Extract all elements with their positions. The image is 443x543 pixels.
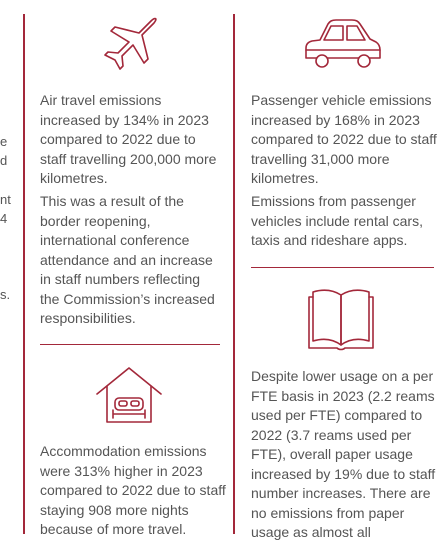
open-book-icon bbox=[305, 285, 377, 353]
left-column-fragment: e bbox=[0, 134, 8, 149]
column-divider-left bbox=[23, 14, 25, 534]
left-column-fragment: 4 bbox=[0, 211, 8, 226]
car-icon bbox=[300, 14, 384, 72]
left-column-fragment: nt bbox=[0, 192, 11, 207]
air-travel-reason-text: This was a result of the border reopening, international conference attendance and an increase in staff numbers reflecting the Commission’s increased responsibilities. bbox=[40, 193, 215, 326]
section-divider bbox=[251, 267, 434, 268]
paper-usage-text: Despite lower usage on a per FTE basis in 2023 (2.2 reams used per FTE) compared to 2022 (3.7 reams used per FTE), overall paper usage increased by 19% due to staff number increases. There are no emissions from paper usage as almost all bbox=[251, 368, 436, 540]
column-divider-right bbox=[233, 14, 235, 534]
accommodation-emissions-text: Accommodation emissions were 313% higher in 2023 compared to 2022 due to staff staying 908 more nights because of more travel. bbox=[40, 443, 226, 537]
section-divider bbox=[40, 344, 220, 345]
passenger-vehicle-emissions-text: Passenger vehicle emissions increased by 168% in 2023 compared to 2022 due to staff travelling 31,000 more kilometres. bbox=[251, 92, 437, 186]
passenger-vehicle-sources-text: Emissions from passenger vehicles include rental cars, taxis and rideshare apps. bbox=[251, 193, 423, 248]
left-column-fragment: d bbox=[0, 153, 8, 168]
airplane-icon bbox=[96, 12, 160, 76]
left-column-fragment: s. bbox=[0, 287, 11, 302]
house-bed-icon bbox=[93, 364, 165, 428]
air-travel-emissions-text: Air travel emissions increased by 134% in 2023 compared to 2022 due to staff travelling 200,000 more kilometres. bbox=[40, 92, 217, 186]
